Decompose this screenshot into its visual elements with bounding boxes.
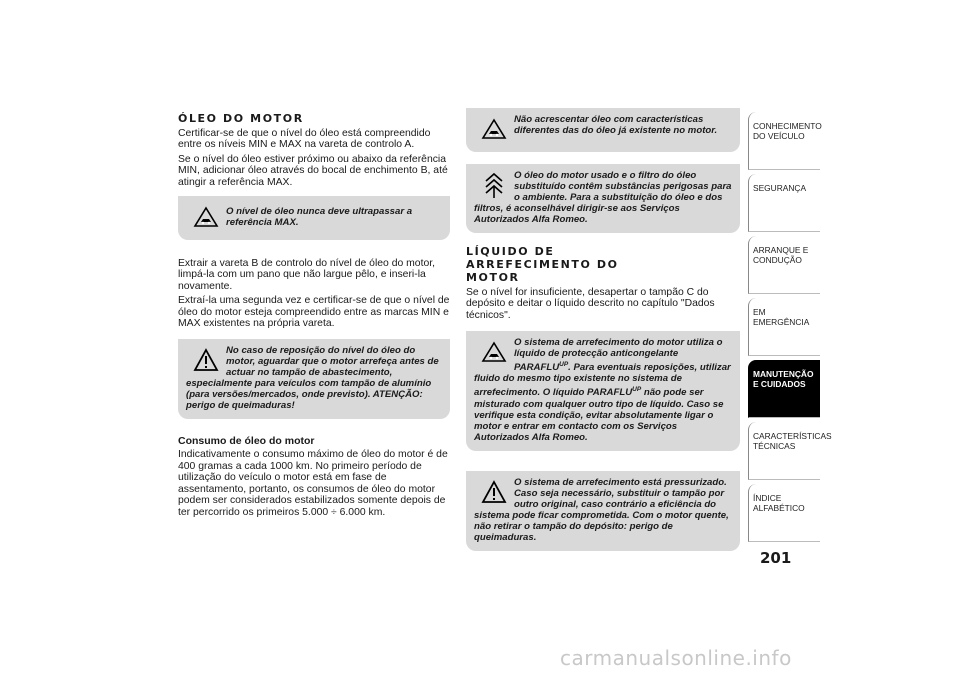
section-title-coolant: LÍQUIDO DE ARREFECIMENTO DO MOTOR [466,245,619,284]
superscript: UP [632,386,642,394]
car-damage-warning-icon [474,337,514,367]
environment-box [466,164,740,233]
section-title-engine-oil: ÓLEO DO MOTOR [178,112,304,125]
paragraph: Se o nível do óleo estiver próximo ou abaixo da referência MIN, adicionar óleo através do bocal de enchimento B, até atingir a referência MAX. [178,153,448,188]
notice-text-part: . Para eventuais reposições, utilizar fluido do mesmo tipo existente no sistema de arrefecimento. O líquido PARAFLU [474,362,731,399]
superscript: UP [559,361,569,369]
tab-emergencia[interactable]: EM EMERGÊNCIA [748,298,820,356]
warning-text: O sistema de arrefecimento está pressurizado. Caso seja necessário, substituir o tampão por outro original, caso contrário a eficiência do sistema pode ficar comprometida. Com o motor quente, não retirar o tampão do depósito: perigo de queimaduras. [474,476,729,543]
paragraph: Certificar-se de que o nível do óleo está compreendido entre os níveis MIN e MAX na vareta de controlo A. [178,128,431,151]
environment-tree-icon [474,170,514,200]
notice-box [466,108,740,152]
car-damage-warning-icon [474,114,514,144]
warning-box [466,471,740,551]
watermark: carmanualsonline.info [560,646,792,670]
tab-arranque[interactable]: ARRANQUE E CONDUÇÃO [748,236,820,294]
paragraph: Extraí-la uma segunda vez e certificar-se de que o nível de óleo do motor esteja compreendido entre as marcas MIN e MAX existentes na própria vareta. [178,295,450,330]
tab-caracteristicas[interactable]: CARACTERÍSTICAS TÉCNICAS [748,422,820,480]
chapter-tabs [748,112,832,546]
warning-triangle-icon [474,477,514,507]
warning-box [178,339,450,419]
tab-manutencao[interactable]: MANUTENÇÃO E CUIDADOS [748,360,820,418]
right-column [466,112,740,551]
tab-seguranca[interactable]: SEGURANÇA [748,174,820,232]
tab-conhecimento[interactable]: CONHECIMENTO DO VEÍCULO [748,112,820,170]
warning-triangle-icon [186,345,226,375]
subsection-title-oil-consumption: Consumo de óleo do motor [178,435,315,448]
paragraph: Indicativamente o consumo máximo de óleo do motor é de 400 gramas a cada 1000 km. No primeiro período de utilização do veículo o motor está em fase de assentamento, portanto, os consumos de óleo do motor podem ser considerados estabilizados somente depois de ter percorrido os primeiros 5.000 ÷ 6.000 km. [178,449,448,518]
environment-text: O óleo do motor usado e o filtro do óleo substituído contêm substâncias perigosas para o ambiente. Para a substituição do óleo e dos filtros, é aconselhável dirigir-se aos Serviços Autorizados Alfa Romeo. [474,170,732,225]
notice-box [178,196,450,240]
warning-text: No caso de reposição do nível do óleo do motor, aguardar que o motor arrefeça antes de actuar no tampão de abastecimento, especialmente para veículos com tampão de alumínio (para versões/mercados, onde previsto). ATENÇÃO: perigo de queimaduras! [186,345,439,412]
paragraph: Se o nível for insuficiente, desapertar o tampão C do depósito e deitar o líquido descrito no capítulo "Dados técnicos". [466,287,715,321]
notice-text-part: não pode ser misturado com qualquer outro tipo de líquido. Caso se verifique esta condição, evitar absolutamente ligar o motor e entrar em contacto com os Serviços Autorizados Alfa Romeo. [474,387,724,443]
tab-indice[interactable]: ÍNDICE ALFABÉTICO [748,484,820,542]
notice-text: Não acrescentar óleo com características diferentes das do óleo já existente no motor. [514,114,718,136]
notice-text-part: O sistema de arrefecimento do motor utiliza o líquido de protecção anticongelante PARAFLU [514,337,723,374]
notice-text: O nível de óleo nunca deve ultrapassar a referência MAX. [226,206,413,229]
car-damage-warning-icon [186,202,226,232]
left-column [178,112,450,521]
paragraph: Extrair a vareta B de controlo do nível de óleo do motor, limpá-la com um pano que não largue pêlo, e inseri-la novamente. [178,258,436,292]
page-number: 201 [760,549,792,567]
notice-box [466,331,740,450]
